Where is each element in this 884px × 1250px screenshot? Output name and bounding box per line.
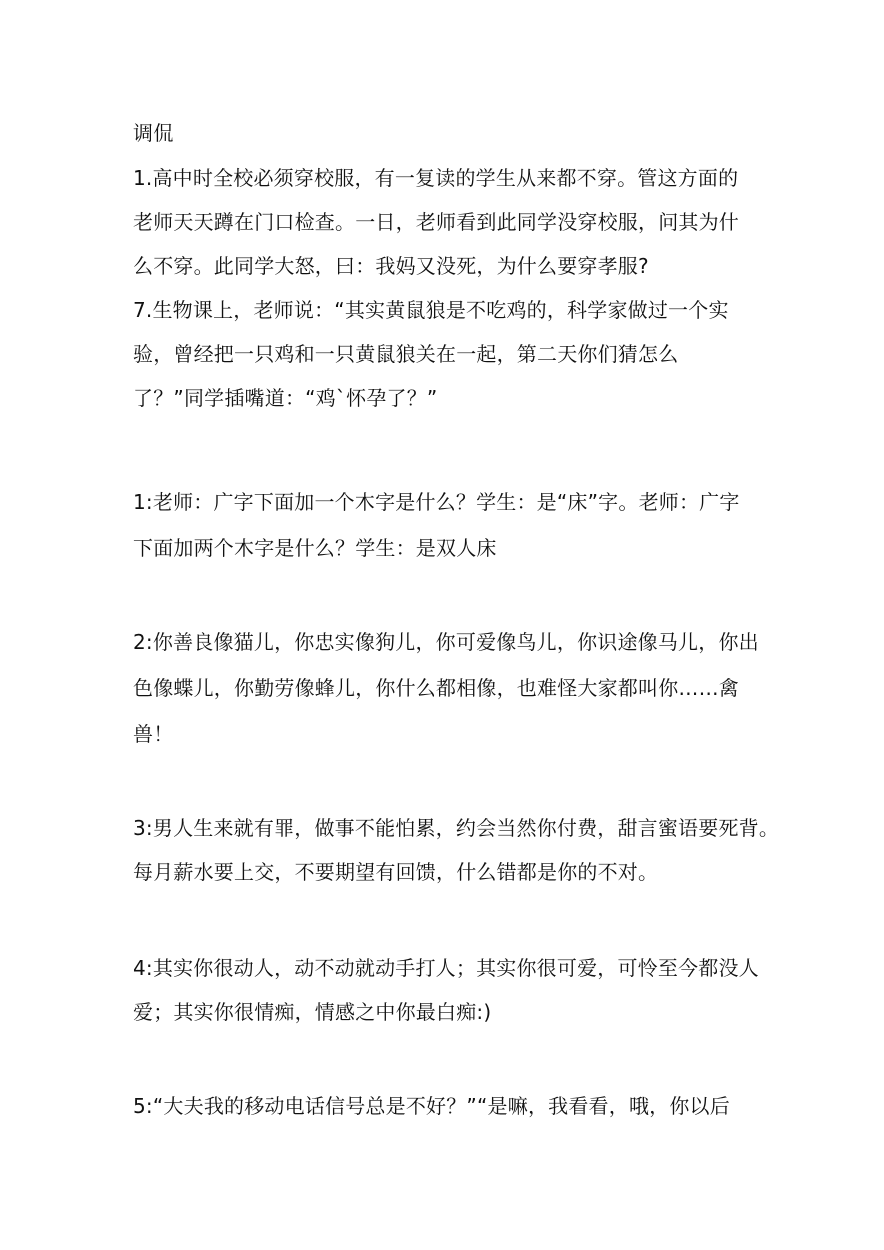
paragraph-line: 验，曾经把一只鸡和一只黄鼠狼关在一起，第二天你们猜怎么 [133, 342, 679, 366]
paragraph-line: 5:“大夫我的移动电话信号总是不好？”“是嘛，我看看，哦，你以后 [133, 1094, 730, 1118]
paragraph-line: 3:男人生来就有罪，做事不能怕累，约会当然你付费，甜言蜜语要死背。 [133, 816, 780, 840]
paragraph-line: 色像蝶儿，你勤劳像蜂儿，你什么都相像，也难怪大家都叫你……禽 [133, 676, 739, 700]
paragraph-line: 1.高中时全校必须穿校服，有一复读的学生从来都不穿。管这方面的 [133, 166, 739, 190]
paragraph-line: 7.生物课上，老师说：“其实黄鼠狼是不吃鸡的，科学家做过一个实 [133, 298, 729, 322]
paragraph-line: 了？”同学插嘴道：“鸡`怀孕了？” [133, 386, 438, 410]
document-title: 调侃 [133, 121, 174, 145]
paragraph-line: 2:你善良像猫儿，你忠实像狗儿，你可爱像鸟儿，你识途像马儿，你出 [133, 630, 759, 654]
paragraph-line: 么不穿。此同学大怒，曰：我妈又没死，为什么要穿孝服? [133, 254, 649, 278]
paragraph-line: 老师天天蹲在门口检查。一日，老师看到此同学没穿校服，问其为什 [133, 210, 739, 234]
paragraph-line: 兽！ [133, 722, 174, 746]
paragraph-line: 4:其实你很动人，动不动就动手打人；其实你很可爱，可怜至今都没人 [133, 956, 759, 980]
paragraph-line: 每月薪水要上交，不要期望有回馈，什么错都是你的不对。 [133, 860, 659, 884]
paragraph-line: 爱；其实你很情痴，情感之中你最白痴:) [133, 1000, 492, 1024]
paragraph-line: 1:老师：广字下面加一个木字是什么？学生：是“床”字。老师：广字 [133, 490, 740, 514]
paragraph-line: 下面加两个木字是什么？学生：是双人床 [133, 536, 497, 560]
